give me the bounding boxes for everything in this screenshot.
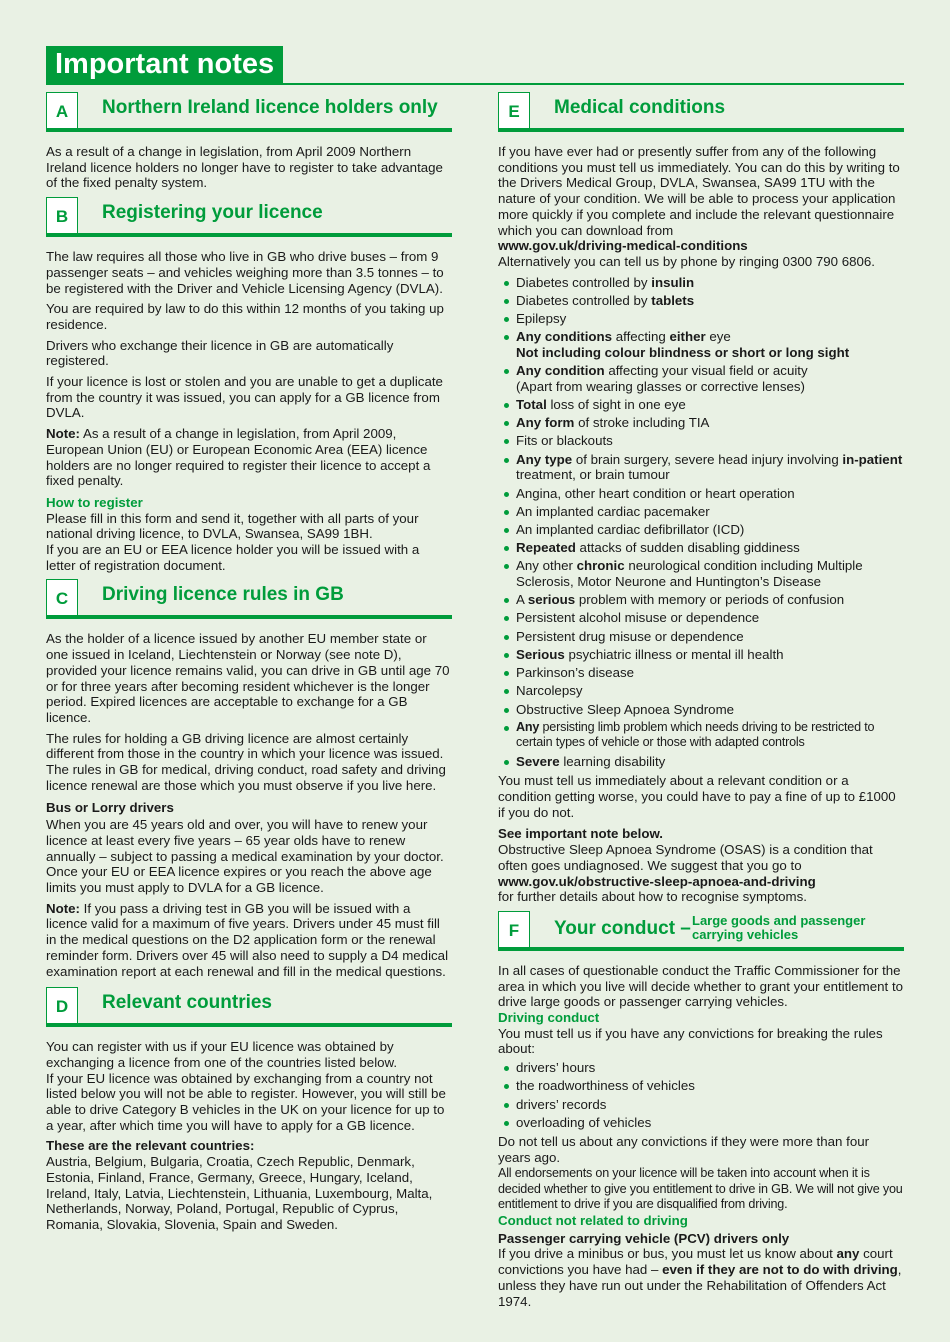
driving-conduct-text: You must tell us if you have any convictions for breaking the rules about:	[498, 1025, 883, 1057]
condition-text: either	[669, 329, 706, 345]
condition-text: Fits or blackouts	[516, 433, 613, 449]
section-c-p2: The rules for holding a GB driving licence are almost certainly different from those in the country in which your licence was issued. The rules in GB for medical, driving conduct, road safety and driving licence renewal are those which you must observe if you live here.	[46, 730, 446, 793]
section-b-letter: B	[46, 197, 78, 233]
condition-text: Epilepsy	[516, 311, 567, 327]
note-text: As a result of a change in legislation, from April 2009, European Union (EU) or European Economic Area (EEA) licence holders are no longer required to register their licence to accept a fixed penalty.	[46, 426, 431, 489]
condition-text: Persistent drug misuse or dependence	[516, 628, 744, 644]
condition-text: Serious	[516, 646, 565, 662]
section-d-letter: D	[46, 987, 78, 1023]
condition-text: treatment, or brain tumour	[516, 467, 670, 483]
section-e-header	[498, 92, 904, 132]
condition-item	[498, 683, 904, 699]
condition-item	[498, 665, 904, 681]
section-d-p1a: You can register with us if your EU licence was obtained by exchanging a licence from one of the countries listed below.	[46, 1039, 398, 1070]
conduct-list-item: drivers’ records	[498, 1097, 904, 1113]
medical-url[interactable]: www.gov.uk/driving-medical-conditions	[498, 238, 748, 254]
section-e-rule	[498, 128, 904, 132]
condition-item	[498, 293, 904, 309]
condition-text: Total	[516, 397, 547, 413]
pcv-text-d: even if they are not to do with driving	[662, 1262, 898, 1278]
countries-list: Austria, Belgium, Bulgaria, Croatia, Czech Republic, Denmark, Estonia, Finland, France, Germany, Greece, Hungary, Iceland, Ireland, Italy, Latvia, Liechtenstein, Lithuania, Luxembourg, Malta, Netherlands, Norway, Poland, Portugal, Republic of Cyprus, Romania, Slovakia, Slovenia, Spain and Sweden.	[46, 1154, 433, 1232]
condition-item	[498, 452, 904, 483]
section-b-p2: You are required by law to do this within 12 months of you taking up residence.	[46, 301, 444, 332]
section-f-header	[498, 911, 904, 951]
countries-heading: These are the relevant countries:	[46, 1138, 255, 1154]
section-a-text: As a result of a change in legislation, from April 2009 Northern Ireland licence holders no longer have to register to take advantage of the fixed penalty system.	[46, 144, 443, 191]
condition-text: of brain surgery, severe head injury involving	[572, 451, 843, 467]
pcv-text	[498, 1246, 904, 1309]
pcv-heading: Passenger carrying vehicle (PCV) drivers only	[498, 1230, 790, 1246]
condition-text: of stroke including TIA	[574, 415, 710, 431]
section-f-title: Your conduct –	[554, 917, 691, 939]
condition-text: psychiatric illness or mental ill health	[564, 646, 784, 662]
conduct-p1: In all cases of questionable conduct the Traffic Commissioner for the area in which you live will decide whether to grant your entitlement to drive large goods or passenger carrying vehicles.	[498, 962, 904, 1010]
section-d-p1b: If your EU licence was obtained by exchanging from a country not listed below you will not be able to register. However, you will still be able to drive Category B vehicles in the UK on your licence for up to a year, after which time you will have to apply for a GB licence.	[46, 1070, 446, 1133]
condition-text: problem with memory or periods of confusion	[575, 592, 845, 608]
section-d-header	[46, 987, 452, 1027]
pcv-text-b: any	[836, 1246, 860, 1262]
condition-item	[498, 647, 904, 663]
section-b-p3: Drivers who exchange their licence in GB are automatically registered.	[46, 337, 394, 369]
section-c-rule	[46, 615, 452, 619]
section-b-p4: If your licence is lost or stolen and you are unable to get a duplicate from the country it was issued, you can apply for a GB licence from DVLA.	[46, 374, 443, 421]
condition-item	[498, 486, 904, 502]
section-b-header	[46, 197, 452, 237]
section-c-note	[46, 901, 452, 980]
section-a-letter: A	[46, 92, 78, 128]
section-f-subtitle: Large goods and passenger carrying vehicles	[692, 912, 866, 942]
osas-url[interactable]: www.gov.uk/obstructive-sleep-apnoea-and-driving	[498, 873, 816, 889]
condition-text: Any conditions	[516, 329, 613, 345]
condition-item	[498, 540, 904, 556]
bus-lorry-text: When you are 45 years old and over, you will have to renew your licence at least every five years – 65 year olds have to renew annually – subject to passing a medical examination by your doctor. Once your EU or EEA licence expires or you reach the above age limits you must apply to DVLA for a GB licence.	[46, 817, 444, 896]
condition-text: insulin	[651, 274, 695, 290]
conduct-list-item: overloading of vehicles	[498, 1115, 904, 1131]
condition-text: Repeated	[516, 540, 576, 556]
driving-conduct-list	[498, 1060, 904, 1130]
section-b-title: Registering your licence	[102, 202, 323, 224]
condition-text: Severe	[516, 753, 560, 769]
condition-text: neurological condition including Multiple Sclerosis, Motor Neurone and Huntington’s Disease	[516, 558, 863, 590]
condition-text: Angina, other heart condition or heart operation	[516, 485, 795, 501]
section-d-rule	[46, 1023, 452, 1027]
section-c-letter: C	[46, 579, 78, 615]
note-label: Note:	[46, 900, 80, 916]
bus-lorry-heading: Bus or Lorry drivers	[46, 799, 174, 815]
condition-text: Persistent alcohol misuse or dependence	[516, 610, 760, 626]
condition-item	[498, 558, 904, 589]
title-rule	[46, 83, 904, 85]
section-f-rule	[498, 947, 904, 951]
pcv-text-c: court convictions you have had –	[498, 1246, 893, 1278]
condition-text: affecting	[612, 329, 670, 345]
condition-text: eye	[705, 329, 731, 345]
condition-text: An implanted cardiac pacemaker	[516, 503, 710, 519]
condition-item	[498, 610, 904, 626]
condition-text: An implanted cardiac defibrillator (ICD)	[516, 521, 745, 537]
condition-text: Any form	[516, 415, 575, 431]
page-title: Important notes	[46, 46, 283, 83]
condition-text: loss of sight in one eye	[546, 397, 686, 413]
condition-text: chronic	[576, 558, 625, 574]
condition-text: Any condition	[516, 363, 605, 379]
section-a-title: Northern Ireland licence holders only	[102, 97, 438, 118]
condition-exception: (Apart from wearing glasses or corrective lenses)	[516, 378, 805, 394]
conditions-list	[498, 275, 904, 770]
condition-item	[498, 433, 904, 449]
conduct-not-related-heading: Conduct not related to driving	[498, 1212, 688, 1228]
condition-text: in-patient	[842, 451, 903, 467]
section-e-title: Medical conditions	[554, 97, 726, 118]
right-column	[498, 92, 904, 1314]
left-column	[46, 92, 452, 1238]
section-c-title: Driving licence rules in GB	[102, 584, 344, 606]
medical-intro: If you have ever had or presently suffer from any of the following conditions you must tell us immediately. You can do this by writing to the Drivers Medical Group, DVLA, Swansea, SA99 1TU with the nature of your condition. We will be able to process your application more quickly if you complete and include the relevant questionnaire which you can download from	[498, 144, 900, 238]
pcv-text-e: , unless they have run out under the Rehabilitation of Offenders Act 1974.	[498, 1262, 902, 1309]
pcv-text-a: If you drive a minibus or bus, you must let us know about	[498, 1246, 837, 1262]
section-f-letter: F	[498, 911, 530, 947]
condition-text: Diabetes controlled by	[516, 274, 652, 290]
condition-item	[498, 629, 904, 645]
condition-text: learning disability	[559, 753, 666, 769]
condition-item	[498, 720, 904, 751]
condition-text: Obstructive Sleep Apnoea Syndrome	[516, 701, 735, 717]
condition-text: Any type	[516, 451, 573, 467]
driving-conduct-heading: Driving conduct	[498, 1010, 600, 1026]
conduct-list-item: drivers’ hours	[498, 1060, 904, 1076]
condition-item	[498, 415, 904, 431]
section-a-header	[46, 92, 452, 132]
driving-conduct-p3: All endorsements on your licence will be taken into account when it is decided whether to give you entitlement to drive in GB. We will not give you entitlement to drive if you are disqualified from driving.	[498, 1165, 903, 1212]
condition-item	[498, 702, 904, 718]
medical-phone: Alternatively you can tell us by phone by ringing 0300 790 6806.	[498, 253, 876, 269]
condition-item	[498, 397, 904, 413]
condition-text: affecting your visual field or acuity	[604, 363, 808, 379]
driving-conduct-p2: Do not tell us about any convictions if they were more than four years ago.	[498, 1134, 870, 1166]
osas-text: Obstructive Sleep Apnoea Syndrome (OSAS) is a condition that often goes undiagnosed. We suggest that you go to	[498, 842, 873, 873]
condition-text: Parkinson’s disease	[516, 665, 635, 681]
condition-item	[498, 504, 904, 520]
condition-item	[498, 311, 904, 327]
condition-text: Narcolepsy	[516, 683, 583, 699]
section-c-p1: As the holder of a licence issued by another EU member state or one issued in Iceland, Liechtenstein or Norway (see note D), provided your licence remains valid, you can drive in GB until age 70 or for three years after becoming resident whichever is the longer period. Expired licences are acceptable to exchange for a GB licence.	[46, 631, 450, 725]
section-b-rule	[46, 233, 452, 237]
section-b-p1: The law requires all those who live in GB who drive buses – from 9 passenger seats – and vehicles weighing more than 3.5 tonnes – to be registered with the Driver and Vehicle Licensing Agency (DVLA).	[46, 249, 444, 296]
section-b-note	[46, 426, 452, 489]
condition-text: serious	[527, 592, 576, 608]
condition-text: Any	[516, 719, 540, 734]
condition-text: Diabetes controlled by	[516, 292, 652, 308]
conduct-list-item: the roadworthiness of vehicles	[498, 1078, 904, 1094]
condition-text: Any other	[516, 558, 577, 574]
condition-text: persisting limb problem which needs driving to be restricted to certain types of vehicle or those with adapted controls	[516, 719, 875, 750]
section-d-title: Relevant countries	[102, 992, 272, 1014]
section-a-rule	[46, 128, 452, 132]
condition-item	[498, 754, 904, 770]
condition-item	[498, 275, 904, 291]
condition-exception: Not including colour blindness or short or long sight	[516, 344, 850, 360]
section-e-letter: E	[498, 92, 530, 128]
condition-text: A	[516, 592, 528, 608]
see-note: See important note below.	[498, 826, 663, 842]
section-c-header	[46, 579, 452, 619]
note-label: Note:	[46, 426, 80, 442]
condition-item	[498, 592, 904, 608]
condition-item	[498, 329, 904, 360]
how-to-register-p2: If you are an EU or EEA licence holder you will be issued with a letter of registration document.	[46, 542, 420, 573]
condition-item	[498, 522, 904, 538]
how-to-register-p1: Please fill in this form and send it, together with all parts of your national driving licence, to DVLA, Swansea, SA99 1BH.	[46, 510, 419, 542]
condition-item	[498, 363, 904, 394]
osas-end: for further details about how to recognise symptoms.	[498, 889, 807, 905]
note-text: If you pass a driving test in GB you will be issued with a licence valid for a maximum of five years. Drivers under 45 must fill in the medical questions on the D2 application form or the renewal reminder form. Drivers over 45 will also need to supply a D4 medical examination report at each renewal and fill in the medical questions.	[46, 900, 449, 979]
condition-text: attacks of sudden disabling giddiness	[575, 540, 800, 556]
condition-text: tablets	[651, 292, 695, 308]
how-to-register-heading: How to register	[46, 494, 143, 510]
fine-text: You must tell us immediately about a relevant condition or a condition getting worse, you could have to pay a fine of up to £1000 if you do not.	[498, 773, 896, 820]
